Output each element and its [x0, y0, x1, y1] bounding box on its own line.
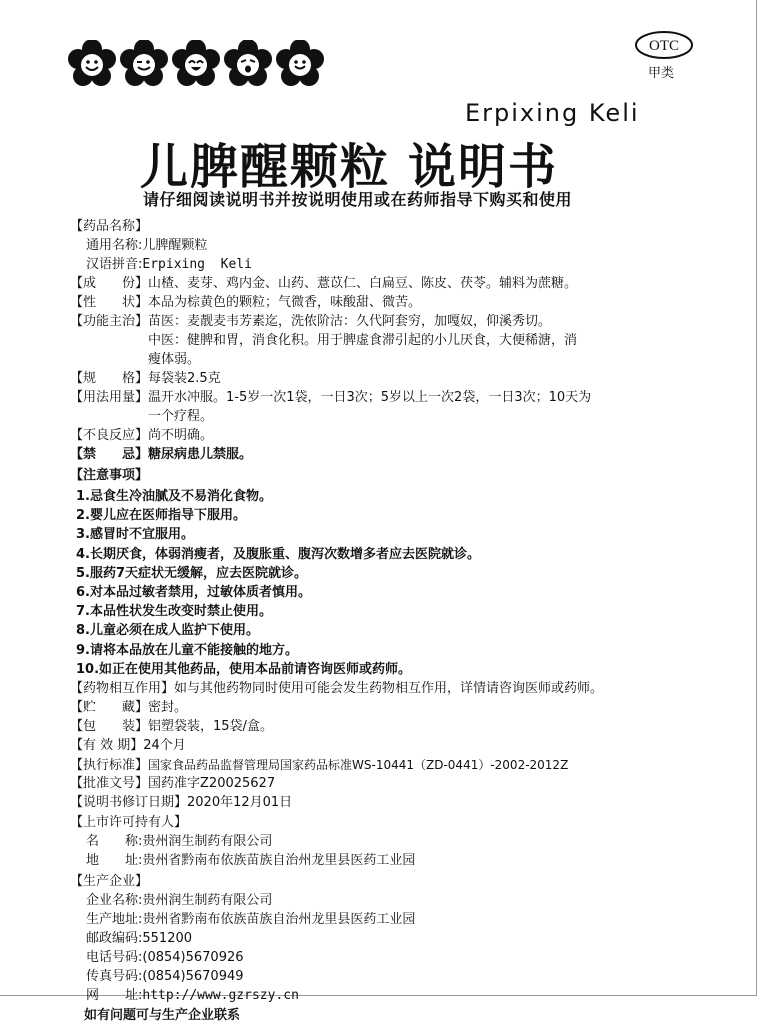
manufacturer-address-row: 生产地址:贵州省黔南布依族苗族自治州龙里县医药工业园: [86, 912, 416, 927]
website-link[interactable]: http://www.gzrszy.cn: [142, 988, 299, 1003]
contact-footer: 如有问题可与生产企业联系: [84, 1008, 241, 1023]
usage-advice: 请仔细阅读说明书并按说明使用或在药师指导下购买和使用: [143, 190, 573, 209]
precaution-item: 9.请将本品放在儿童不能接触的地方。: [76, 642, 298, 658]
laughing-flower-icon: [172, 40, 220, 88]
precaution-item: 4.长期厌食，体弱消瘦者，及腹胀重、腹泻次数增多者应去医院就诊。: [76, 546, 480, 562]
otc-badge: [634, 30, 694, 60]
indications-tcm-line-2: 瘦体弱。: [148, 352, 201, 367]
ingredients-row: 【成 份】山楂、麦芽、鸡内金、山药、薏苡仁、白扁豆、陈皮、茯苓。辅料为蔗糖。: [70, 276, 578, 291]
precaution-item: 8.儿童必须在成人监护下使用。: [76, 623, 259, 639]
usage-row: 【用法用量】温开水冲服。1-5岁一次1袋，一日3次；5岁以上一次2袋，一日3次；10天为: [70, 390, 592, 405]
indications-tcm-line-1: 中医：健脾和胃，消食化积。用于脾虚食滞引起的小儿厌食，大便稀溏，消: [148, 333, 578, 348]
properties-row: 【性 状】本品为棕黄色的颗粒；气微香，味酸甜、微苦。: [70, 295, 422, 310]
manufacturer-name-row: 企业名称:贵州润生制药有限公司: [86, 893, 273, 908]
storage-row: 【贮 藏】密封。: [70, 700, 188, 715]
precaution-item: 5.服药7天症状无缓解，应去医院就诊。: [76, 565, 308, 581]
otc-text: OTC: [649, 38, 679, 54]
zip-row: 邮政编码:551200: [86, 931, 193, 946]
generic-name-row: 通用名称:儿脾醒颗粒: [86, 238, 208, 253]
website-row: 网 址:http://www.gzrszy.cn: [86, 988, 299, 1003]
pinyin-name-row: 汉语拼音:Erpixing Keli: [86, 257, 252, 272]
adverse-row: 【不良反应】尚不明确。: [70, 428, 214, 443]
indications-row: 【功能主治】苗医：麦靓麦韦芳素迄，洗侬阶沽：久代阿套穷，加嘎奴，仰溪秀切。: [70, 314, 552, 329]
precaution-item: 1.忌食生冷油腻及不易消化食物。: [76, 489, 272, 504]
smiling-flower-icon: [68, 40, 116, 88]
revision-row: 【说明书修订日期】2020年12月01日: [70, 795, 293, 810]
package-row: 【包 装】铝塑袋装，15袋/盒。: [70, 719, 273, 734]
contraindication-row: 【禁 忌】糖尿病患儿禁服。: [70, 447, 253, 462]
title-sub: 说明书: [408, 139, 559, 195]
usage-line-2: 一个疗程。: [148, 409, 214, 424]
otc-class-label: 甲类: [648, 66, 675, 81]
interactions-row: 【药物相互作用】如与其他药物同时使用可能会发生药物相互作用，详情请咨询医师或药师。: [70, 681, 604, 696]
spec-row: 【规 格】每袋装2.5克: [70, 371, 221, 386]
precaution-item: 10.如正在使用其他药品，使用本品前请咨询医师或药师。: [76, 661, 412, 677]
precaution-item: 6.对本品过敏者禁用，过敏体质者慎用。: [76, 585, 311, 600]
mah-heading: 【上市许可持有人】: [70, 815, 188, 830]
drug-name-heading: 【药品名称】: [70, 219, 149, 234]
fax-row: 传真号码:(0854)5670949: [86, 969, 244, 984]
precaution-item: 2.婴儿应在医师指导下服用。: [76, 508, 246, 524]
precaution-item: 3.感冒时不宜服用。: [76, 527, 194, 543]
precautions-heading: 【注意事项】: [70, 468, 149, 483]
validity-row: 【有 效 期】24个月: [70, 738, 186, 753]
happy-flower-icon: [276, 40, 324, 88]
phone-row: 电话号码:(0854)5670926: [86, 950, 244, 965]
mah-address-row: 地 址:贵州省黔南布依族苗族自治州龙里县医药工业园: [86, 853, 416, 868]
mah-name-row: 名 称:贵州润生制药有限公司: [86, 834, 273, 849]
title-main: 儿脾醒颗粒: [140, 139, 391, 195]
precaution-item: 7.本品性状发生改变时禁止使用。: [76, 604, 272, 620]
standard-row: 【执行标准】国家食品药品监督管理局国家药品标准WS-10441（ZD-0441）-2002-2012Z: [70, 758, 569, 773]
surprised-flower-icon: [224, 40, 272, 88]
winking-flower-icon: [120, 40, 168, 88]
manufacturer-heading: 【生产企业】: [70, 874, 149, 889]
pinyin-title: Erpixing Keli: [465, 99, 640, 127]
approval-row: 【批准文号】国药准字Z20025627: [70, 776, 276, 791]
